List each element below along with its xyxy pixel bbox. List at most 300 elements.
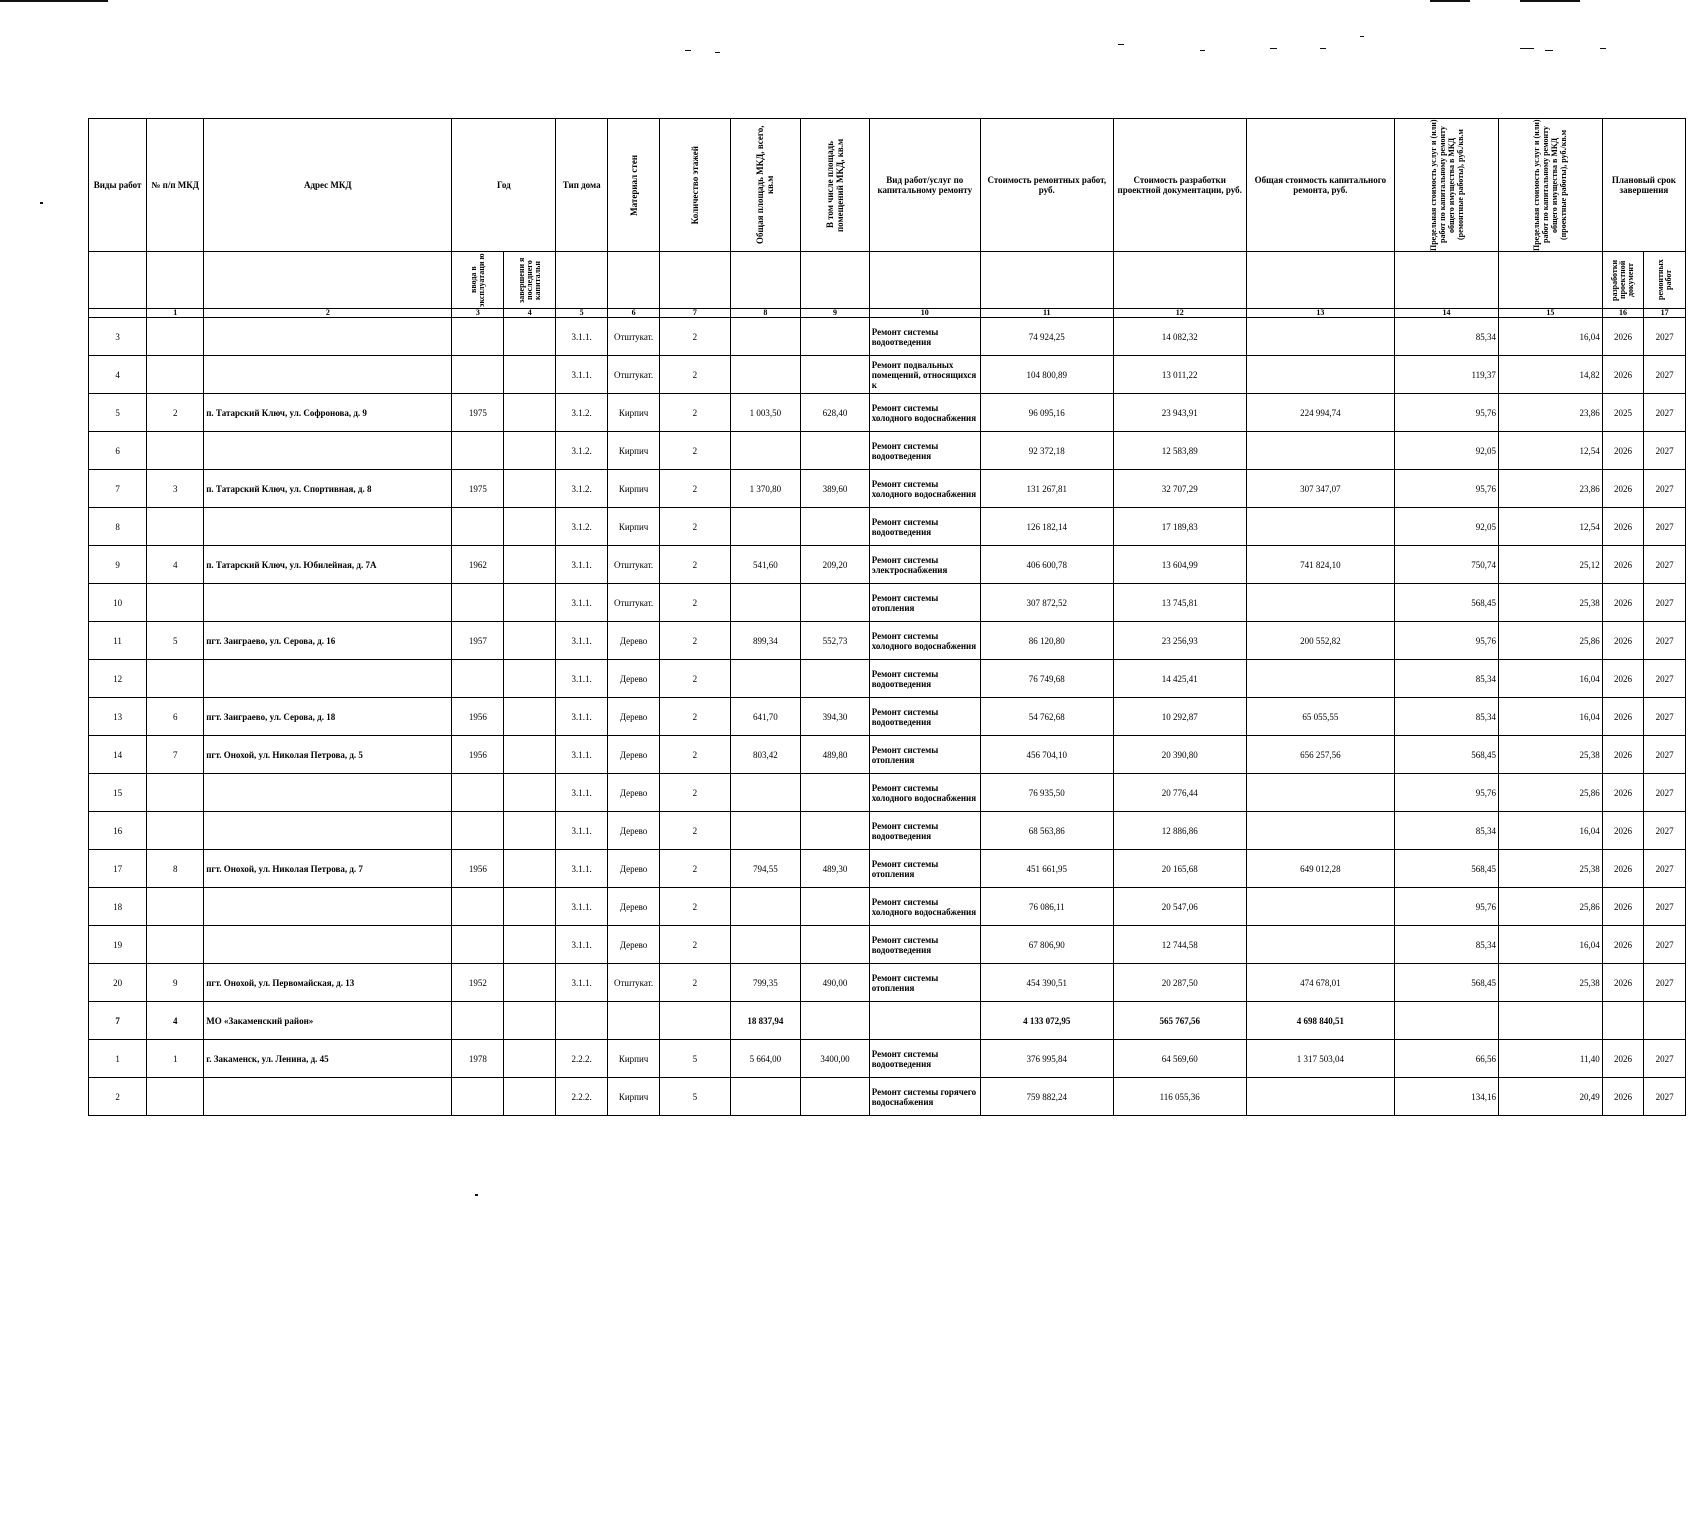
- header-year-last: завершени я последнего капитальн: [504, 252, 556, 309]
- row-year-entry: 1975: [452, 394, 504, 432]
- table-row: [89, 660, 1686, 698]
- header-limit-design: Предельная стоимость услуг и (или) работ по капитальному ремонту общего имущества в МКД (проектные работы), руб./кв.м: [1498, 119, 1602, 252]
- row-total-cost: 65 055,55: [1246, 698, 1394, 736]
- row-year-entry: [452, 660, 504, 698]
- row-floors: 2: [660, 660, 731, 698]
- row-limit-design: 20,49: [1498, 1078, 1602, 1116]
- row-year-last: [504, 926, 556, 964]
- row-total-cost: [1246, 926, 1394, 964]
- row-wall-material: Отштукат.: [608, 356, 660, 394]
- table-row: [89, 926, 1686, 964]
- row-cost-repair: 92 372,18: [980, 432, 1113, 470]
- table-row: [89, 774, 1686, 812]
- row-mkd-number: 8: [147, 850, 204, 888]
- row-house-type: 3.1.1.: [556, 774, 608, 812]
- column-number: 7: [660, 309, 731, 318]
- row-deadline-design: 2026: [1602, 584, 1644, 622]
- row-mkd-number: [147, 318, 204, 356]
- subheader-empty: [608, 252, 660, 309]
- row-mkd-number: [147, 1078, 204, 1116]
- table-body: [89, 318, 1686, 1116]
- row-house-type: 3.1.1.: [556, 356, 608, 394]
- row-deadline-design: 2026: [1602, 318, 1644, 356]
- row-address: пгт. Онохой, ул. Николая Петрова, д. 5: [204, 736, 452, 774]
- subheader-empty: [147, 252, 204, 309]
- row-cost-repair: 131 267,81: [980, 470, 1113, 508]
- row-year-last: [504, 546, 556, 584]
- row-address: [204, 356, 452, 394]
- header-work-kind: Вид работ/услуг по капитальному ремонту: [869, 119, 980, 252]
- scan-mark: [40, 202, 43, 204]
- row-living-area: [801, 584, 870, 622]
- row-year-last: [504, 736, 556, 774]
- row-cost-repair: 76 086,11: [980, 888, 1113, 926]
- row-mkd-number: [147, 508, 204, 546]
- row-limit-design: 23,86: [1498, 394, 1602, 432]
- row-cost-design: 10 292,87: [1113, 698, 1246, 736]
- column-number: 8: [730, 309, 801, 318]
- row-type-work: 6: [89, 432, 147, 470]
- row-total-cost: [1246, 888, 1394, 926]
- row-wall-material: Дерево: [608, 698, 660, 736]
- row-limit-repair: 568,45: [1395, 850, 1499, 888]
- row-type-work: 3: [89, 318, 147, 356]
- row-house-type: 3.1.1.: [556, 812, 608, 850]
- column-number: 12: [1113, 309, 1246, 318]
- row-year-last: [504, 698, 556, 736]
- row-deadline-design: 2026: [1602, 850, 1644, 888]
- column-number: 9: [801, 309, 870, 318]
- row-house-type: 3.1.2.: [556, 470, 608, 508]
- row-living-area: [801, 926, 870, 964]
- scan-mark: [1520, 0, 1580, 2]
- row-mkd-number: 2: [147, 394, 204, 432]
- row-total-cost: 1 317 503,04: [1246, 1040, 1394, 1078]
- row-limit-design: 25,38: [1498, 736, 1602, 774]
- row-year-last: [504, 888, 556, 926]
- row-mkd-number: [147, 888, 204, 926]
- row-deadline-design: 2026: [1602, 774, 1644, 812]
- row-work-kind: Ремонт системы водоотведения: [869, 432, 980, 470]
- row-cost-design: 13 011,22: [1113, 356, 1246, 394]
- row-limit-repair: 95,76: [1395, 470, 1499, 508]
- row-total-area: 5 664,00: [730, 1040, 801, 1078]
- row-wall-material: Дерево: [608, 774, 660, 812]
- row-year-entry: 1962: [452, 546, 504, 584]
- table-header-row: [89, 119, 1686, 252]
- row-year-last: [504, 394, 556, 432]
- row-deadline-design: 2026: [1602, 508, 1644, 546]
- row-living-area: [801, 356, 870, 394]
- row-deadline-design: 2026: [1602, 736, 1644, 774]
- row-work-kind: Ремонт системы водоотведения: [869, 508, 980, 546]
- row-deadline-repair: 2027: [1644, 774, 1686, 812]
- row-type-work: 11: [89, 622, 147, 660]
- row-total-cost: 4 698 840,51: [1246, 1002, 1394, 1040]
- row-total-area: 794,55: [730, 850, 801, 888]
- row-address: пгт. Онохой, ул. Первомайская, д. 13: [204, 964, 452, 1002]
- column-number: 3: [452, 309, 504, 318]
- row-house-type: 3.1.1.: [556, 964, 608, 1002]
- column-number: 4: [504, 309, 556, 318]
- row-address: МО «Закаменский район»: [204, 1002, 452, 1040]
- row-deadline-repair: 2027: [1644, 1040, 1686, 1078]
- row-house-type: 3.1.1.: [556, 584, 608, 622]
- row-deadline-repair: 2027: [1644, 698, 1686, 736]
- row-house-type: 2.2.2.: [556, 1078, 608, 1116]
- row-year-entry: 1956: [452, 850, 504, 888]
- header-cost-design: Стоимость разработки проектной документации, руб.: [1113, 119, 1246, 252]
- table-row: [89, 888, 1686, 926]
- scan-mark: [1600, 48, 1606, 49]
- row-wall-material: Дерево: [608, 850, 660, 888]
- row-year-entry: [452, 1078, 504, 1116]
- row-floors: 2: [660, 622, 731, 660]
- row-floors: 2: [660, 736, 731, 774]
- row-wall-material: Дерево: [608, 926, 660, 964]
- row-floors: 2: [660, 964, 731, 1002]
- row-house-type: 2.2.2.: [556, 1040, 608, 1078]
- header-living-area: В том числе площадь помещений МКД, кв.м: [801, 119, 870, 252]
- row-limit-repair: 134,16: [1395, 1078, 1499, 1116]
- row-deadline-design: 2026: [1602, 622, 1644, 660]
- row-type-work: 17: [89, 850, 147, 888]
- row-mkd-number: 1: [147, 1040, 204, 1078]
- row-cost-design: 12 583,89: [1113, 432, 1246, 470]
- row-wall-material: Отштукат.: [608, 318, 660, 356]
- header-deadline-design: разработки проектной документ: [1602, 252, 1644, 309]
- row-address: [204, 432, 452, 470]
- row-total-area: [730, 812, 801, 850]
- row-cost-design: 23 943,91: [1113, 394, 1246, 432]
- row-total-cost: 474 678,01: [1246, 964, 1394, 1002]
- row-cost-repair: 86 120,80: [980, 622, 1113, 660]
- row-total-cost: [1246, 660, 1394, 698]
- scan-mark: [1430, 0, 1470, 2]
- row-limit-repair: 568,45: [1395, 584, 1499, 622]
- row-limit-design: 25,86: [1498, 774, 1602, 812]
- row-limit-design: 25,38: [1498, 584, 1602, 622]
- row-floors: 2: [660, 318, 731, 356]
- subheader-empty: [204, 252, 452, 309]
- row-year-last: [504, 508, 556, 546]
- row-limit-repair: 85,34: [1395, 812, 1499, 850]
- row-total-area: 899,34: [730, 622, 801, 660]
- row-deadline-repair: 2027: [1644, 812, 1686, 850]
- column-number: 6: [608, 309, 660, 318]
- row-address: пгт. Онохой, ул. Николая Петрова, д. 7: [204, 850, 452, 888]
- column-number: 11: [980, 309, 1113, 318]
- row-work-kind: Ремонт системы электроснабжения: [869, 546, 980, 584]
- row-year-last: [504, 584, 556, 622]
- capital-repair-register-table: [88, 118, 1686, 1116]
- row-floors: 2: [660, 926, 731, 964]
- row-limit-design: 16,04: [1498, 812, 1602, 850]
- scan-mark: [1118, 44, 1124, 45]
- row-cost-design: 20 547,06: [1113, 888, 1246, 926]
- row-year-last: [504, 470, 556, 508]
- scan-mark: [1545, 50, 1553, 51]
- row-work-kind: Ремонт системы водоотведения: [869, 660, 980, 698]
- header-mkd-number: № п/п МКД: [147, 119, 204, 252]
- row-total-cost: 649 012,28: [1246, 850, 1394, 888]
- row-cost-repair: 68 563,86: [980, 812, 1113, 850]
- row-deadline-repair: 2027: [1644, 318, 1686, 356]
- subheader-empty: [89, 252, 147, 309]
- row-living-area: [801, 1078, 870, 1116]
- row-cost-repair: 76 749,68: [980, 660, 1113, 698]
- row-cost-repair: 376 995,84: [980, 1040, 1113, 1078]
- row-year-last: [504, 432, 556, 470]
- row-mkd-number: 7: [147, 736, 204, 774]
- row-cost-repair: 96 095,16: [980, 394, 1113, 432]
- row-mkd-number: [147, 356, 204, 394]
- row-mkd-number: [147, 812, 204, 850]
- table-row: [89, 432, 1686, 470]
- row-work-kind: Ремонт системы водоотведения: [869, 926, 980, 964]
- row-floors: 5: [660, 1040, 731, 1078]
- row-mkd-number: [147, 660, 204, 698]
- row-deadline-design: 2025: [1602, 394, 1644, 432]
- row-mkd-number: 3: [147, 470, 204, 508]
- row-type-work: 16: [89, 812, 147, 850]
- row-cost-repair: 104 800,89: [980, 356, 1113, 394]
- scan-mark: [1270, 48, 1277, 49]
- row-wall-material: Дерево: [608, 660, 660, 698]
- row-year-entry: [452, 812, 504, 850]
- row-living-area: [801, 888, 870, 926]
- row-work-kind: Ремонт системы водоотведения: [869, 318, 980, 356]
- row-year-entry: 1952: [452, 964, 504, 1002]
- row-wall-material: Отштукат.: [608, 964, 660, 1002]
- row-total-cost: [1246, 356, 1394, 394]
- row-address: [204, 812, 452, 850]
- row-address: [204, 508, 452, 546]
- row-total-area: 18 837,94: [730, 1002, 801, 1040]
- row-deadline-repair: 2027: [1644, 1078, 1686, 1116]
- row-wall-material: Кирпич: [608, 1040, 660, 1078]
- row-deadline-repair: 2027: [1644, 356, 1686, 394]
- row-cost-repair: 406 600,78: [980, 546, 1113, 584]
- scan-mark: [715, 52, 720, 53]
- header-total-cost: Общая стоимость капитального ремонта, руб.: [1246, 119, 1394, 252]
- row-limit-repair: 568,45: [1395, 964, 1499, 1002]
- row-living-area: [801, 774, 870, 812]
- row-total-area: [730, 508, 801, 546]
- row-cost-repair: 759 882,24: [980, 1078, 1113, 1116]
- row-deadline-repair: 2027: [1644, 508, 1686, 546]
- header-deadline: Плановый срок завершения: [1602, 119, 1685, 252]
- row-type-work: 15: [89, 774, 147, 812]
- row-mkd-number: 9: [147, 964, 204, 1002]
- column-number: 2: [204, 309, 452, 318]
- row-cost-design: 17 189,83: [1113, 508, 1246, 546]
- row-type-work: 10: [89, 584, 147, 622]
- row-limit-repair: 92,05: [1395, 432, 1499, 470]
- row-total-area: [730, 318, 801, 356]
- row-limit-design: 16,04: [1498, 698, 1602, 736]
- row-limit-repair: 66,56: [1395, 1040, 1499, 1078]
- row-total-cost: 741 824,10: [1246, 546, 1394, 584]
- row-house-type: 3.1.1.: [556, 888, 608, 926]
- column-number: [89, 309, 147, 318]
- row-total-cost: [1246, 774, 1394, 812]
- row-mkd-number: [147, 432, 204, 470]
- row-cost-design: 14 082,32: [1113, 318, 1246, 356]
- scan-mark: [685, 50, 691, 51]
- row-year-last: [504, 622, 556, 660]
- row-address: [204, 584, 452, 622]
- table-row: [89, 736, 1686, 774]
- row-living-area: 552,73: [801, 622, 870, 660]
- row-deadline-design: 2026: [1602, 698, 1644, 736]
- row-cost-design: 20 776,44: [1113, 774, 1246, 812]
- row-type-work: 7: [89, 470, 147, 508]
- row-work-kind: Ремонт системы холодного водоснабжения: [869, 888, 980, 926]
- row-year-last: [504, 1040, 556, 1078]
- row-total-cost: 307 347,07: [1246, 470, 1394, 508]
- row-limit-design: 14,82: [1498, 356, 1602, 394]
- subheader-empty: [1113, 252, 1246, 309]
- row-living-area: 389,60: [801, 470, 870, 508]
- row-deadline-repair: 2027: [1644, 660, 1686, 698]
- row-total-cost: 224 994,74: [1246, 394, 1394, 432]
- row-wall-material: Отштукат.: [608, 584, 660, 622]
- row-floors: 2: [660, 432, 731, 470]
- row-deadline-design: 2026: [1602, 926, 1644, 964]
- row-deadline-repair: 2027: [1644, 926, 1686, 964]
- row-total-area: 1 003,50: [730, 394, 801, 432]
- row-deadline-design: 2026: [1602, 812, 1644, 850]
- row-year-entry: 1978: [452, 1040, 504, 1078]
- row-wall-material: Кирпич: [608, 1078, 660, 1116]
- row-total-cost: [1246, 508, 1394, 546]
- row-year-entry: [452, 432, 504, 470]
- column-number: 14: [1395, 309, 1499, 318]
- row-type-work: 4: [89, 356, 147, 394]
- header-deadline-repair: ремонтных работ: [1644, 252, 1686, 309]
- scan-mark: [1520, 48, 1534, 49]
- row-cost-design: 14 425,41: [1113, 660, 1246, 698]
- row-living-area: 489,80: [801, 736, 870, 774]
- row-house-type: 3.1.1.: [556, 698, 608, 736]
- row-deadline-repair: 2027: [1644, 432, 1686, 470]
- row-cost-repair: 54 762,68: [980, 698, 1113, 736]
- row-total-cost: [1246, 1078, 1394, 1116]
- row-living-area: 394,30: [801, 698, 870, 736]
- row-limit-repair: 95,76: [1395, 394, 1499, 432]
- row-year-last: [504, 1002, 556, 1040]
- row-mkd-number: 6: [147, 698, 204, 736]
- subheader-empty: [869, 252, 980, 309]
- row-limit-repair: 92,05: [1395, 508, 1499, 546]
- row-year-entry: 1956: [452, 698, 504, 736]
- column-number: 10: [869, 309, 980, 318]
- row-address: [204, 318, 452, 356]
- header-limit-repair: Предельная стоимость услуг и (или) работ по капитальному ремонту общего имущества в МКД (ремонтные работы), руб./кв.м: [1395, 119, 1499, 252]
- row-floors: 2: [660, 812, 731, 850]
- row-deadline-repair: 2027: [1644, 546, 1686, 584]
- row-wall-material: Дерево: [608, 622, 660, 660]
- header-total-area: Общая площадь МКД, всего, кв.м: [730, 119, 801, 252]
- row-wall-material: Кирпич: [608, 470, 660, 508]
- row-address: п. Татарский Ключ, ул. Юбилейная, д. 7А: [204, 546, 452, 584]
- row-address: [204, 888, 452, 926]
- row-deadline-design: 2026: [1602, 432, 1644, 470]
- row-total-area: [730, 774, 801, 812]
- row-type-work: 19: [89, 926, 147, 964]
- row-limit-design: 12,54: [1498, 432, 1602, 470]
- scan-mark: [1360, 36, 1364, 37]
- row-type-work: 12: [89, 660, 147, 698]
- scan-mark: [475, 1194, 478, 1196]
- row-mkd-number: [147, 584, 204, 622]
- row-type-work: 8: [89, 508, 147, 546]
- row-deadline-design: 2026: [1602, 1078, 1644, 1116]
- row-living-area: [801, 660, 870, 698]
- row-house-type: 3.1.1.: [556, 926, 608, 964]
- row-deadline-design: 2026: [1602, 356, 1644, 394]
- row-year-entry: [452, 774, 504, 812]
- row-work-kind: Ремонт системы холодного водоснабжения: [869, 622, 980, 660]
- row-type-work: 5: [89, 394, 147, 432]
- column-number: 15: [1498, 309, 1602, 318]
- row-type-work: 18: [89, 888, 147, 926]
- row-work-kind: Ремонт системы отопления: [869, 850, 980, 888]
- row-total-area: 803,42: [730, 736, 801, 774]
- row-type-work: 14: [89, 736, 147, 774]
- row-limit-repair: 85,34: [1395, 660, 1499, 698]
- row-cost-design: 12 744,58: [1113, 926, 1246, 964]
- scan-mark: [1320, 48, 1326, 49]
- table-row: [89, 698, 1686, 736]
- row-deadline-repair: 2027: [1644, 394, 1686, 432]
- row-address: [204, 926, 452, 964]
- row-total-area: [730, 888, 801, 926]
- table-row: [89, 1040, 1686, 1078]
- row-address: г. Закаменск, ул. Ленина, д. 45: [204, 1040, 452, 1078]
- row-deadline-repair: 2027: [1644, 850, 1686, 888]
- table-row: [89, 318, 1686, 356]
- row-deadline-design: 2026: [1602, 888, 1644, 926]
- column-numbers-row: [89, 309, 1686, 318]
- row-total-area: [730, 432, 801, 470]
- row-wall-material: Кирпич: [608, 394, 660, 432]
- row-year-entry: 1956: [452, 736, 504, 774]
- row-cost-design: 116 055,36: [1113, 1078, 1246, 1116]
- row-limit-repair: 750,74: [1395, 546, 1499, 584]
- row-floors: 2: [660, 394, 731, 432]
- row-year-last: [504, 774, 556, 812]
- row-floors: 2: [660, 584, 731, 622]
- row-cost-design: 32 707,29: [1113, 470, 1246, 508]
- row-type-work: 9: [89, 546, 147, 584]
- row-limit-design: 25,38: [1498, 850, 1602, 888]
- row-cost-design: 20 287,50: [1113, 964, 1246, 1002]
- row-type-work: 1: [89, 1040, 147, 1078]
- row-mkd-number: [147, 774, 204, 812]
- table-row: [89, 394, 1686, 432]
- row-living-area: 209,20: [801, 546, 870, 584]
- row-cost-repair: 4 133 072,95: [980, 1002, 1113, 1040]
- row-living-area: [801, 318, 870, 356]
- row-floors: 2: [660, 850, 731, 888]
- subheader-empty: [1246, 252, 1394, 309]
- row-work-kind: Ремонт системы холодного водоснабжения: [869, 774, 980, 812]
- row-house-type: 3.1.2.: [556, 508, 608, 546]
- table-row: [89, 356, 1686, 394]
- row-limit-design: 16,04: [1498, 318, 1602, 356]
